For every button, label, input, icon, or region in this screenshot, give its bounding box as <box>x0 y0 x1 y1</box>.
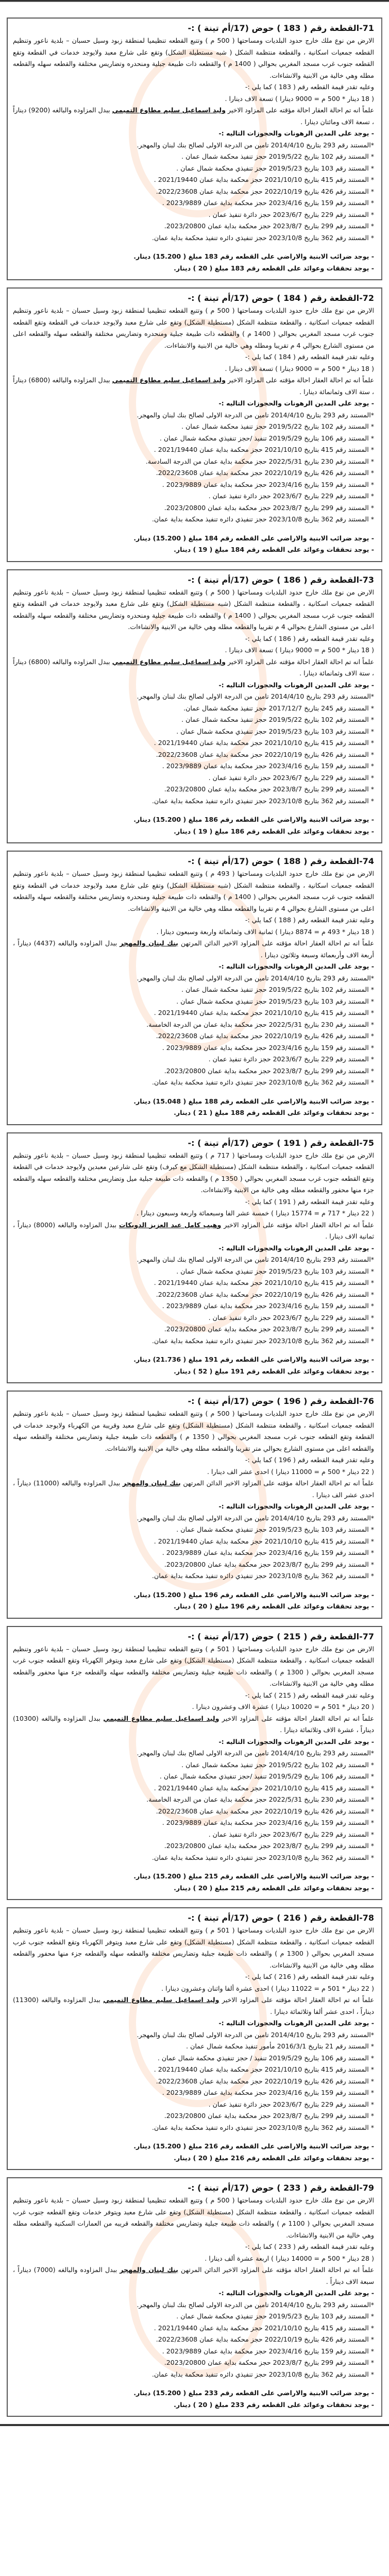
valuation-calculation: ( 22 دينار * 500 م = 11000 دينارا ) احدى عشر الف دينارا . <box>207 1467 374 1476</box>
lien-item: * المستند رقم 159 بتاريخ 2023/4/16 حجز محكمة بداية عمان 2023/9889 . <box>162 1302 374 1310</box>
spacer <box>13 1582 374 1589</box>
award-statement <box>13 375 374 398</box>
lien-item: * المستند رقم 362 بتاريخ 2023/10/8 حجز تنفيذي دائره تنفيذ محكمة بداية عمان. <box>151 1078 374 1086</box>
parcel-section <box>7 1132 382 1384</box>
liens-heading: - يوجد على المدين الرهونات والحجوزات التاليه :- <box>218 129 374 137</box>
lien-item: * المستند رقم 426 بتاريخ 2022/10/19 حجز محكمة بداية عمان 2022/23608. <box>156 469 374 477</box>
winning-bidder-name: بنك لبنان والمهجر <box>120 2266 178 2274</box>
lien-item: * المستند رقم 106 بتاريخ 2019/5/29 تنفيذ / حجز تنفيذي محكمة شمال عمان . <box>157 2054 374 2062</box>
award-statement <box>13 1219 374 1243</box>
lien-item: * المستند رقم 103 بتاريخ 2019/5/23 حجز تنفيذي محكمة شمال عمان . <box>176 1526 374 1533</box>
valuation-calculation: ( 22 دينار * 501 م = 11022 دينارا ) احدى عشرة ألفا واثنان وعشرون دينارا . <box>161 1984 374 1992</box>
award-statement <box>13 1478 374 1501</box>
lien-item: * المستند رقم 229 بتاريخ 2023/6/7 حجز دائرة تنفيذ عمان . <box>208 492 374 500</box>
winning-bidder-name: وليد اسماعيل سليم مطاوع التميمي <box>112 106 226 114</box>
award-prefix: علماً انه تم احالة العقار احالة مؤقته على المزاود الاخير الدائن المرتهن <box>178 2266 374 2274</box>
award-amount: ببدل المزاوده والبالغه (7000) ديناراً ، سبعة الاف ديناراً . <box>13 2266 374 2285</box>
fees-line: - يوجد تحققات وعوائد على القطعه رقم 196 مبلغ ( 20 ) دينار. <box>174 1602 374 1610</box>
lien-item: * المستند رقم 159 بتاريخ 2023/4/16 حجز محكمة بداية عمان 2023/9889 . <box>162 1819 374 1826</box>
lien-item: *المستند رقم 293 بتاريخ 2014/4/10 تامين من الدرجة الاولى لصالح بنك لبنان والمهجر. <box>137 141 374 149</box>
spacer <box>13 1089 374 1096</box>
award-prefix: علماً انه تم احالة العقار احالة مؤقته على المزاود الاخير <box>225 657 375 666</box>
tax-line: - يوجد ضرائب الابنية والاراضي على القطعه رقم 216 مبلغ ( 15.200) دينار. <box>133 2142 374 2150</box>
parcel-heading: 79-القطعة رقم ( 233 ) حوض (17/أم تينة ) :- <box>188 2183 374 2193</box>
fees-line: - يوجد تحققات وعوائد على القطعه رقم 215 مبلغ ( 20 ) دينار. <box>174 1884 374 1892</box>
lien-item: * المستند رقم 102 بتاريخ 2019/5/22 حجز تنفيذ محكمة شمال عمان . <box>181 986 374 993</box>
lien-item: * المستند رقم 299 بتاريخ 2023/8/7 حجز محكمة بداية عمان 2023/20800. <box>164 2112 374 2120</box>
parcel-description: الارض من نوع ملك خارج حدود البلديات ومساحتها ( 501 م ) وتتبع القطعه تنظيميا لمنطقة زبود وسيل حسبان – بلدية ناعور وتنظيم القطعه جمعيات اسكانية ، والقطعة منتظمة الشكل (مستطيلة الشكل) وتقع على شارع معبد ويتوفر الكهرباء وتقع القطعه جنوب غرب مسجد المغربي بحوالي ( 1300 م ) والقطعه ذات طبيعة جبلية وتضاريس مختلفة والقطعه سهله والقطعه جزء منها محفور والقطعه مطله وهي خالية من الابنية والانشاءات. <box>13 1645 374 1687</box>
award-prefix: علماً انه تم احالة العقار احالة مؤقته على المزاود الاخير <box>225 376 375 384</box>
lien-item: *المستند رقم 293 بتاريخ 2014/4/10 تامين من الدرجة الاولى لصالح بنك لبنان والمهجر. <box>137 1514 374 1522</box>
parcel-description: الارض من نوع ملك خارج حدود البلديات ومساحتها ( 500 م ) وتتبع القطعه تنظيميا لمنطقة زبود وسيل حسبان – بلدية ناعور وتنظيم القطعه جمعيات اسكانية ، والقطعة منتظمة الشكل (مستطيلة الشكل) وتقع على شارع معبد وقريبة من الكهرباء ولايوجد خدمات في القطعة وتقع القطعه جنوب غرب مسجد المغربي بحوالي ( 1350 م ) والقطعه ذات طبيعة جبلية وتضاريس مختلفة والقطعه سهله والقطعه اعلى من مستوى الشارع بحوالي متر تقريبا والقطعه مطله وهي خالية من الابنية والانشاءات. <box>13 1410 374 1452</box>
award-amount: ببدل المزاوده والبالغه (11300) ديناراً ، احدى عشر ألفا وثلاثمائة دينارا . <box>13 1996 374 2015</box>
lien-item: *المستند رقم 293 بتاريخ 2014/4/10 تامين من الدرجة الاولى لصالح بنك لبنان والمهجر. <box>137 2300 374 2309</box>
valuation-calculation: ( 18 دينار * 500 م = 9000 دينارا ) تسعة الاف دينارا . <box>225 646 374 654</box>
lien-item: * المستند رقم 159 بتاريخ 2023/4/16 حجز محكمة بداية عمان 2023/9889 . <box>162 480 374 488</box>
valuation-intro: وعليه تقدر قيمة القطعه رقم ( 216 ) كما يلي :- <box>245 1973 374 1980</box>
tax-line: - يوجد ضرائب الابنية والاراضي على القطعه رقم 183 مبلغ ( 15.200) دينار. <box>133 252 374 260</box>
lien-item: * المستند رقم 426 بتاريخ 2022/10/19 حجز محكمة بداية عمان 2022/23608. <box>156 1032 374 1040</box>
lien-item: * المستند رقم 159 بتاريخ 2023/4/16 حجز محكمة بداية عمان 2023/9889 . <box>162 2089 374 2096</box>
valuation-calculation: ( 22 دينار * 717 م = 15774 دينارا ) خمسة عشر الفا وسبعمائة واربعة وسبعون دينارا . <box>137 1209 374 1217</box>
lien-item: * المستند رقم 102 بتاريخ 2019/5/22 حجز تنفيذ محكمة شمال عمان . <box>181 152 374 160</box>
spacer <box>13 2380 374 2387</box>
lien-item: * المستند رقم 103 بتاريخ 2019/5/23 حجز تنفيذي محكمة شمال عمان . <box>176 1267 374 1275</box>
tax-line: - يوجد ضرائب الابنية والاراضي على القطعه رقم 186 مبلغ ( 15.200) دينار. <box>133 816 374 823</box>
lien-item: * المستند رقم 362 بتاريخ 2023/10/8 حجز تنفيذي دائره تنفيذ محكمة بداية عمان. <box>151 1572 374 1580</box>
lien-item: * المستند رقم 229 بتاريخ 2023/6/7 حجز دائرة تنفيذ عمان . <box>208 1313 374 1321</box>
valuation-intro: وعليه تقدر قيمة القطعه رقم ( 233 ) كما يلي :- <box>245 2243 374 2250</box>
parcel-description: الارض من نوع ملك خارج حدود البلديات ومساحتها ( 500 م ) وتتبع القطعه تنظيميا لمنطقة زبود وسيل حسبان – بلدية ناعور وتنظيم القطعه جمعيات اسكانية ، والقطعة منتظمة الشكل (مستطيلة الشكل) وتقع على شارع معبد ويتوفر خدمات وتقع القطعه جنوب غرب مسجد المغربي بحوالي ( 1100 م ) والقطعه ذات طبيعة جبلية وتضاريس مختلفة والقطعه قريبه من العمارات السكنية والقطعه مطله وهي خالية من الابنية والانشاءات. <box>13 2196 374 2239</box>
valuation-intro: وعليه تقدر قيمة القطعه رقم ( 188 ) كما يلي :- <box>245 916 374 924</box>
lien-item: * المستند رقم 415 بتاريخ 2021/10/10 حجز محكمة بداية عمان 2021/19440 . <box>154 739 374 747</box>
parcel-section <box>7 2177 382 2417</box>
valuation-calculation: ( 28 دينار * 500 م = 14000 دينارا ) اربعة عشرة ألف دينارا . <box>205 2254 374 2262</box>
spacer <box>13 526 374 533</box>
award-amount: ببدل المزاوده والبالغه (9200) ديناراً ، تسعة الاف ومائتان دينارا . <box>13 106 374 126</box>
valuation-intro: وعليه تقدر قيمة القطعه رقم ( 215 ) كما يلي :- <box>245 1691 374 1699</box>
parcel-heading: 72-القطعة رقم ( 184 ) حوض (17/أم تينة ) :- <box>188 293 374 303</box>
award-statement <box>13 105 374 128</box>
award-prefix: علماً انه تم احالة العقار احالة مؤقته على المزاود الاخير الدائن المرتهن <box>178 939 374 947</box>
lien-item: * المستند رقم 103 بتاريخ 2019/5/23 حجز تنفيذي محكمة شمال عمان . <box>176 997 374 1005</box>
lien-item: * المستند رقم 426 بتاريخ 2022/10/19 حجز محكمة بداية عمان 2022/23608. <box>156 187 374 195</box>
valuation-calculation: ( 20 دينار * 501 م = 10020 دينارا ) عشرة الاف وعشرون دينارا . <box>192 1703 374 1710</box>
lien-item: * المستند رقم 21 بتاريخ 2016/3/1 مأمور تنفيذ محكمة شمال عمان . <box>186 2042 374 2050</box>
award-prefix: علماً انه تم احالة العقار احالة مؤقته على المزاود الاخير <box>225 106 375 114</box>
parcel-description: الارض من نوع ملك خارج حدود البلديات ومساحتها ( 717 م ) وتتبع القطعه تنظيميا لمنطقة زبود وسيل حسبان – بلدية ناعور وتنظيم القطعه جمعيات اسكانية ، والقطعة منتظمة الشكل (مستطيلة الشكل مع كيرف) وتقع على شارعين معبدين ولايوجد خدمات في القطعة وتقع القطعه جنوب غرب مسجد المغربي بحوالي ( 1350 م ) والقطعه ذات طبيعة جبلية ميل وتضاريس مختلفة والقطعه سهله والقطعه جزء منها محفور والقطعه مطله وهي خالية من الابنية والانشاءات. <box>13 1151 374 1194</box>
fees-line: - يوجد تحققات وعوائد على القطعه رقم 188 مبلغ ( 21 ) دينار. <box>174 1109 374 1116</box>
lien-item: * المستند رقم 229 بتاريخ 2023/6/7 حجز دائرة تنفيذ عمان . <box>208 1830 374 1838</box>
auction-document <box>7 18 382 2417</box>
liens-heading: - يوجد على المدين الرهونات والحجوزات التاليه :- <box>218 1244 374 1252</box>
lien-item: * المستند رقم 299 بتاريخ 2023/8/7 حجز محكمة بداية عمان 2023/20800. <box>164 1560 374 1568</box>
lien-item: * المستند رقم 229 بتاريخ 2023/6/7 حجز دائرة تنفيذ عمان . <box>208 1055 374 1063</box>
award-amount: ببدل المزاوده والبالغه (6800) ديناراً ، ستة الاف وثمانمائة دينارا . <box>13 376 374 396</box>
award-prefix: علماً انه تم احالة العقار احالة مؤقته على المزاود الاخير الدائن المرتهن <box>180 1479 374 1487</box>
parcel-heading: 75-القطعة رقم ( 191 ) حوض (17/أم تينة ) :- <box>188 1138 374 1148</box>
top-rule <box>0 0 389 2</box>
lien-item: * المستند رقم 362 بتاريخ 2023/10/8 حجز تنفيذي دائره تنفيذ محكمة بداية عمان. <box>151 2123 374 2131</box>
tax-line: - يوجد ضرائب الابنية والاراضي على القطعه رقم 233 مبلغ ( 15.200) دينار. <box>133 2389 374 2397</box>
valuation-intro: وعليه تقدر قيمة القطعه رقم ( 196 ) كما يلي :- <box>245 1456 374 1464</box>
parcel-section <box>7 569 382 844</box>
parcel-heading: 74-القطعة رقم ( 188 ) حوض (17/أم تينة ) :- <box>188 856 374 866</box>
tax-line: - يوجد ضرائب الابنية والاراضي على القطعه رقم 215 مبلغ ( 15.200) دينار. <box>133 1872 374 1880</box>
parcel-section <box>7 287 382 562</box>
valuation-intro: وعليه تقدر قيمة القطعه رقم ( 184 ) كما يلي :- <box>245 353 374 361</box>
lien-item: * المستند رقم 229 بتاريخ 2023/6/7 حجز دائرة تنفيذ عمان . <box>208 773 374 782</box>
lien-item: * المستند رقم 415 بتاريخ 2021/10/10 حجز محكمة بداية عمان 2021/19440 . <box>154 1537 374 1545</box>
parcel-heading: 76-القطعة رقم ( 196 ) حوض (17/أم تينة ) :- <box>188 1396 374 1406</box>
lien-item: * المستند رقم 362 بتاريخ 2023/10/8 حجز تنفيذي دائره تنفيذ محكمة بداية عمان. <box>151 515 374 523</box>
parcel-description: الارض من نوع ملك خارج حدود البلديات ومساحتها ( 493 م ) وتتبع القطعه تنظيميا لمنطقة زبود وسيل حسبان – بلدية ناعور وتنظيم القطعه جمعيات اسكانية ، والقطعة منتظمة الشكل (شبه مستطيلة الشكل) وتقع على شارع معبد ولايوجد خدمات في القطعة وتقع القطعه جنوب غرب مسجد المغربي بحوالي ( 1400 م ) والقطعه ذات طبيعة جبلية ومنحدره وتضاريس مختلفة والقطعه سهله والقطعه اعلى من مستوى الشارع بحوالي 4 م تقريبا والقطعه مطله وهي خالية من الابنية والانشاءات. <box>13 870 374 912</box>
lien-item: * المستند رقم 229 بتاريخ 2023/6/7 حجز دائرة تنفيذ عمان . <box>208 210 374 218</box>
lien-item: * المستند رقم 159 بتاريخ 2023/4/16 حجز محكمة بداية عمان 2023/9889 . <box>162 199 374 207</box>
award-statement <box>13 656 374 680</box>
valuation-calculation: ( 18 دينار * 493 م = 8874 دينارا ) ثمانية الاف وثمانمائة واربعة وسبعون دينارا . <box>156 927 374 936</box>
lien-item: * المستند رقم 102 بتاريخ 2019/5/22 حجز تنفيذ محكمة شمال عمان . <box>181 1760 374 1769</box>
award-statement <box>13 938 374 961</box>
spacer <box>13 807 374 814</box>
lien-item: * المستند رقم 103 بتاريخ 2019/5/23 حجز تنفيذي محكمة شمال عمان . <box>176 727 374 735</box>
tax-line: - يوجد ضرائب الابنية والاراضي على القطعه رقم 188 مبلغ ( 15.048) دينار. <box>133 1097 374 1105</box>
liens-heading: - يوجد على المدين الرهونات والحجوزات التاليه :- <box>218 1737 374 1745</box>
lien-item: * المستند رقم 415 بتاريخ 2021/10/10 حجز محكمة بداية عمان 2021/19440 . <box>154 1279 374 1286</box>
lien-item: * المستند رقم 299 بتاريخ 2023/8/7 حجز محكمة بداية عمان 2023/20800. <box>164 1842 374 1850</box>
lien-item: * المستند رقم 245 بتاريخ 2017/12/7 حجز تنفيذ محكمة شمال عمان. <box>183 704 374 712</box>
fees-line: - يوجد تحققات وعوائد على القطعه رقم 233 مبلغ ( 20 ) دينار. <box>174 2400 374 2409</box>
parcel-heading: 77-القطعة رقم ( 215 ) حوض (17/أم تينة ) :- <box>188 1631 374 1641</box>
lien-item: * المستند رقم 426 بتاريخ 2022/10/19 حجز محكمة بداية عمان 2022/23608. <box>156 2077 374 2085</box>
lien-item: * المستند رقم 230 بتاريخ 2022/5/31 حجز محكمة بداية عمان من الدرجة الخامسة. <box>146 1020 374 1028</box>
lien-item: *المستند رقم 293 بتاريخ 2014/4/10 تامين من الدرجة الاولى لصالح بنك لبنان والمهجر. <box>137 692 374 700</box>
liens-heading: - يوجد على المدين الرهونات والحجوزات التاليه :- <box>218 1502 374 1510</box>
winning-bidder-name: وليد اسماعيل سليم مطاوع التميمي <box>112 657 226 666</box>
parcel-description: الارض من نوع ملك خارج حدود البلديات ومساحتها ( 500 م ) وتتبع القطعه تنظيميا لمنطقة زبود وسيل حسبان – بلدية ناعور وتنظيم القطعه جمعيات اسكانية ، والقطعة منتظمة الشكل ( شبه مستطيلة الشكل) وتقع على شارع معبد ولايوجد خدمات في القطعة وتقع القطعه جنوب غرب مسجد المغربي بحوالي ( 1400 م ) والقطعه ذات طبيعة جبلية ومنحدره وتضاريس مختلفة والقطعه سهله والقطعه مطله وهي خالية من الابنية والانشاءات. <box>13 37 374 79</box>
lien-item: * المستند رقم 106 بتاريخ 2019/5/29 تنفيذ /حجز تنفيذي محكمة شمال عمان . <box>159 1772 374 1780</box>
lien-item: * المستند رقم 159 بتاريخ 2023/4/16 حجز محكمة بداية عمان 2023/9889 . <box>162 762 374 770</box>
award-amount: ببدل المزاوده والبالغه (4437) ديناراً ، أربعة الاف وأربعمائة وسبعة وثلاثون دينارا . <box>13 939 374 959</box>
lien-item: * المستند رقم 415 بتاريخ 2021/10/10 حجز محكمة بداية عمان 2021/19440 . <box>154 2065 374 2073</box>
tax-line: - يوجد ضرائب الابنية والاراضي على القطعه رقم 191 مبلغ ( 21.736) دينار. <box>133 1355 374 1363</box>
lien-item: * المستند رقم 362 بتاريخ 2023/10/8 حجز تنفيذي دائره تنفيذ محكمة بداية عمان. <box>151 2370 374 2378</box>
fees-line: - يوجد تحققات وعوائد على القطعه رقم 216 مبلغ ( 20 ) دينار. <box>174 2154 374 2162</box>
liens-heading: - يوجد على المدين الرهونات والحجوزات التاليه :- <box>218 2019 374 2027</box>
lien-item: * المستند رقم 106 بتاريخ 2019/5/29 تنفيذ /حجز تنفيذي محكمة شمال عمان . <box>159 434 374 442</box>
spacer <box>13 1347 374 1354</box>
valuation-intro: وعليه تقدر قيمة القطعه رقم ( 186 ) كما يلي :- <box>245 634 374 642</box>
fees-line: - يوجد تحققات وعوائد على القطعه رقم 184 مبلغ ( 19 ) دينار. <box>174 546 374 553</box>
lien-item: * المستند رقم 415 بتاريخ 2021/10/10 حجز محكمة بداية عمان 2021/19440 . <box>154 1784 374 1792</box>
lien-item: * المستند رقم 362 بتاريخ 2023/10/8 حجز تنفيذي دائره تنفيذ محكمة بداية عمان. <box>151 796 374 805</box>
tax-line: - يوجد ضرائب الابنية والاراضي على القطعه رقم 196 مبلغ ( 15.200) دينار. <box>133 1590 374 1599</box>
liens-heading: - يوجد على المدين الرهونات والحجوزات التاليه :- <box>218 681 374 689</box>
winning-bidder-name: وليد اسماعيل سليم مطاوع التميمي <box>112 376 226 384</box>
liens-heading: - يوجد على المدين الرهونات والحجوزات التاليه :- <box>218 2289 374 2297</box>
lien-item: * المستند رقم 299 بتاريخ 2023/8/7 حجز محكمة بداية عمان 2023/20800. <box>164 222 374 230</box>
winning-bidder-name: بنك لبنان والمهجر <box>120 939 178 947</box>
lien-item: * المستند رقم 159 بتاريخ 2023/4/16 حجز محكمة بداية عمان 2023/9889 . <box>162 2347 374 2355</box>
valuation-intro: وعليه تقدر قيمة القطعه رقم ( 191 ) كما يلي :- <box>245 1197 374 1206</box>
lien-item: * المستند رقم 102 بتاريخ 2019/5/22 حجز تنفيذ محكمة شمال عمان . <box>181 422 374 430</box>
winning-bidder-name: بنك لبنان والمهجر <box>122 1479 181 1487</box>
parcel-section <box>7 1626 382 1901</box>
lien-item: * المستند رقم 103 بتاريخ 2019/5/23 حجز تنفيذي محكمة شمال عمان . <box>176 2312 374 2320</box>
tax-line: - يوجد ضرائب الابنية والاراضي على القطعه رقم 184 مبلغ ( 15.200) دينار. <box>133 534 374 542</box>
award-statement <box>13 2264 374 2287</box>
award-prefix: علماً انه تم احالة العقار احالة مؤقته على المزاود الاخير <box>219 1996 374 2004</box>
lien-item: * المستند رقم 415 بتاريخ 2021/10/10 حجز محكمة بداية عمان 2021/19440 . <box>154 2324 374 2332</box>
parcel-heading: 71-القطعة رقم ( 183 ) حوض (17/أم تينة ) :- <box>188 23 374 33</box>
lien-item: * المستند رقم 103 بتاريخ 2019/5/23 حجز تنفيذي محكمة شمال عمان . <box>176 164 374 172</box>
lien-item: *المستند رقم 293 بتاريخ 2014/4/10 تامين من الدرجة الاولى لصالح بنك لبنان والمهجر. <box>137 411 374 419</box>
winning-bidder-name: وهيب كامل عبد العزيز الدويكات <box>119 1221 222 1229</box>
lien-item: * المستند رقم 159 بتاريخ 2023/4/16 حجز محكمة بداية عمان 2023/9889 . <box>162 1549 374 1556</box>
lien-item: *المستند رقم 293 بتاريخ 2014/4/10 تامين من الدرجة الاولى لصالح بنك لبنان والمهجر. <box>137 1749 374 1757</box>
lien-item: * المستند رقم 299 بتاريخ 2023/8/7 حجز محكمة بداية عمان 2023/20800. <box>164 1066 374 1075</box>
lien-item: * المستند رقم 426 بتاريخ 2022/10/19 حجز محكمة بداية عمان 2022/23608. <box>156 1290 374 1298</box>
lien-item: * المستند رقم 230 بتاريخ 2022/5/31 حجز محكمة بداية عمان من الدرجة الخامسة. <box>146 1795 374 1803</box>
lien-item: *المستند رقم 293 بتاريخ 2014/4/10 تامين من الدرجة الاولى لصالح بنك لبنان والمهجر. <box>137 1256 374 1263</box>
parcel-section <box>7 1907 382 2170</box>
lien-item: * المستند رقم 362 بتاريخ 2023/10/8 حجز تنفيذي دائره تنفيذ محكمة بداية عمان. <box>151 233 374 242</box>
parcel-description: الارض من نوع ملك خارج حدود البلديات ومساحتها ( 501 م ) وتتبع القطعه تنظيميا لمنطقة زبود وسيل حسبان – بلدية ناعور وتنظيم القطعه جمعيات اسكانية ، والقطعة منتظمة الشكل (مستطيلة الشكل) وتقع على شارع معبد ويتوفر الكهرباء وتقع القطعه جنوب غرب مسجد المغربي بحوالي ( 1300 م ) والقطعه ذات طبيعة جبلية وتضاريس مختلفة والقطعه سهله والقطعه جزء منها محفور والقطعه مطله وهي خالية من الابنية والانشاءات. <box>13 1926 374 1969</box>
lien-item: * المستند رقم 415 بتاريخ 2021/10/10 حجز محكمة بداية عمان 2021/19440 . <box>154 1009 374 1016</box>
liens-heading: - يوجد على المدين الرهونات والحجوزات التاليه :- <box>218 962 374 970</box>
lien-item: * المستند رقم 230 بتاريخ 2022/5/31 حجز محكمة بداية عمان من الدرجة السادسة. <box>145 457 374 465</box>
lien-item: *المستند رقم 293 بتاريخ 2014/4/10 تامين من الدرجة الاولى لصالح بنك لبنان والمهجر. <box>137 974 374 982</box>
award-statement <box>13 1994 374 2018</box>
lien-item: * المستند رقم 426 بتاريخ 2022/10/19 حجز محكمة بداية عمان 2022/23608. <box>156 1807 374 1815</box>
lien-item: * المستند رقم 426 بتاريخ 2022/10/19 حجز محكمة بداية عمان 2022/23608. <box>156 750 374 758</box>
award-amount: ببدل المزاوده والبالغه (8000) ديناراً ، ثمانية الاف دينارا . <box>13 1221 374 1240</box>
valuation-calculation: ( 18 دينار * 500 م = 9000 دينارا ) تسعة الاف دينارا . <box>225 94 374 103</box>
lien-item: * المستند رقم 362 بتاريخ 2023/10/8 حجز تنفيذي دائره تنفيذ محكمة بداية عمان. <box>151 1336 374 1345</box>
liens-heading: - يوجد على المدين الرهونات والحجوزات التاليه :- <box>218 399 374 407</box>
lien-item: * المستند رقم 426 بتاريخ 2022/10/19 حجز محكمة بداية عمان 2022/23608. <box>156 2335 374 2343</box>
award-statement <box>13 1713 374 1736</box>
bottom-rule <box>0 2424 389 2426</box>
lien-item: * المستند رقم 299 بتاريخ 2023/8/7 حجز محكمة بداية عمان 2023/20800. <box>164 2359 374 2366</box>
award-amount: ببدل المزاوده والبالغه (6800) ديناراً ، ستة الاف وثمانمائة دينارا . <box>13 657 374 677</box>
valuation-intro: وعليه تقدر قيمة القطعه رقم ( 183 ) كما يلي :- <box>245 83 374 91</box>
award-prefix: علماً انه تم احالة العقار احالة مؤقته على المزاود الاخير <box>221 1221 374 1229</box>
lien-item: * المستند رقم 299 بتاريخ 2023/8/7 حجز محكمة بداية عمان 2023/20800. <box>164 785 374 793</box>
parcel-section <box>7 1391 382 1619</box>
valuation-calculation: ( 18 دينار * 500 م = 9000 دينارا ) تسعة الاف دينارا . <box>225 364 374 372</box>
award-prefix: علماً انه تم احالة العقار احالة مؤقته على المزاود الاخير <box>219 1714 374 1722</box>
spacer <box>13 2133 374 2141</box>
parcel-section <box>7 18 382 280</box>
parcel-section <box>7 851 382 1125</box>
lien-item: * المستند رقم 415 بتاريخ 2021/10/10 حجز محكمة بداية عمان 2021/19440 . <box>154 176 374 183</box>
lien-item: * المستند رقم 102 بتاريخ 2019/5/22 حجز تنفيذ محكمة شمال عمان . <box>181 716 374 723</box>
winning-bidder-name: وليد اسماعيل سليم مطاوع التميمي <box>103 1714 219 1722</box>
lien-item: * المستند رقم 159 بتاريخ 2023/4/16 حجز محكمة بداية عمان 2023/9889 . <box>162 1043 374 1052</box>
fees-line: - يوجد تحققات وعوائد على القطعه رقم 183 مبلغ ( 20 ) دينار. <box>174 264 374 272</box>
spacer <box>13 1863 374 1871</box>
lien-item: * المستند رقم 362 بتاريخ 2023/10/8 حجز تنفيذي دائره تنفيذ محكمة بداية عمان. <box>151 1853 374 1861</box>
lien-item: * المستند رقم 229 بتاريخ 2023/6/7 حجز دائرة تنفيذ عمان . <box>208 2100 374 2108</box>
award-amount: ببدل المزاوده والبالغه (10300) ديناراً ، عشرة الاف وثلاثمائة دينارا . <box>13 1714 374 1734</box>
fees-line: - يوجد تحققات وعوائد على القطعه رقم 191 مبلغ ( 52 ) دينار. <box>174 1367 374 1375</box>
winning-bidder-name: وليد اسماعيل سليم مطاوع التميمي <box>103 1996 219 2004</box>
lien-item: * المستند رقم 299 بتاريخ 2023/8/7 حجز محكمة بداية عمان 2023/20800. <box>164 503 374 512</box>
award-amount: ببدل المزاوده والبالغه (11000) ديناراً ، احدى عشر الف دينارا . <box>13 1479 374 1499</box>
fees-line: - يوجد تحققات وعوائد على القطعه رقم 186 مبلغ ( 19 ) دينار. <box>174 827 374 835</box>
spacer <box>13 244 374 251</box>
parcel-description: الارض من نوع ملك خارج حدود البلديات ومساحتها ( 500 م ) وتتبع القطعه تنظيميا لمنطقة زبود وسيل حسبان – بلدية ناعور وتنظيم القطعه جمعيات اسكانية ، والقطعة منتظمة الشكل (مستطيلة الشكل) وتقع على شارع معبد ولايوجد خدمات في القطعة وتقع القطعه جنوب غرب مسجد المغربي بحوالي ( 1400 م ) والقطعه ذات طبيعة جبلية ومنحدره وتضاريس مختلفة والقطعه سهله والقطعه اعلى من مستوى الشارع بحوالي 4 م تقريبا ومطله وهي خالية من الابنية والانشاءات. <box>13 307 374 349</box>
lien-item: *المستند رقم 293 بتاريخ 2014/4/10 تامين من الدرجة الاولى لصالح بنك لبنان والمهجر. <box>137 2030 374 2039</box>
parcel-description: الارض من نوع ملك خارج حدود البلديات ومساحتها ( 500 م ) وتتبع القطعه تنظيميا لمنطقة زبود وسيل حسبان – بلدية ناعور وتنظيم القطعه جمعيات اسكانية ، والقطعة منتظمة الشكل (شبه مستطيلة الشكل) وتقع على شارع معبد ولايوجد خدمات في القطعة وتقع القطعه جنوب غرب مسجد المغربي بحوالي ( 1400 م ) والقطعه ذات طبيعة جبلية ومنحدره وتضاريس مختلفة والقطعه سهله والقطعه اعلى من مستوى الشارع بحوالي 4 م تقريبا والقطعه مطله وهي خالية من الابنية والانشاءات. <box>13 588 374 631</box>
parcel-heading: 78-القطعة رقم ( 216 ) حوض (17/أم تينة ) :- <box>188 1913 374 1923</box>
lien-item: * المستند رقم 415 بتاريخ 2021/10/10 حجز محكمة بداية عمان 2021/19440 . <box>154 446 374 453</box>
parcel-heading: 73-القطعة رقم ( 186 ) حوض (17/أم تينة ) :- <box>188 574 374 585</box>
lien-item: * المستند رقم 299 بتاريخ 2023/8/7 حجز محكمة بداية عمان 2023/20800. <box>164 1325 374 1333</box>
